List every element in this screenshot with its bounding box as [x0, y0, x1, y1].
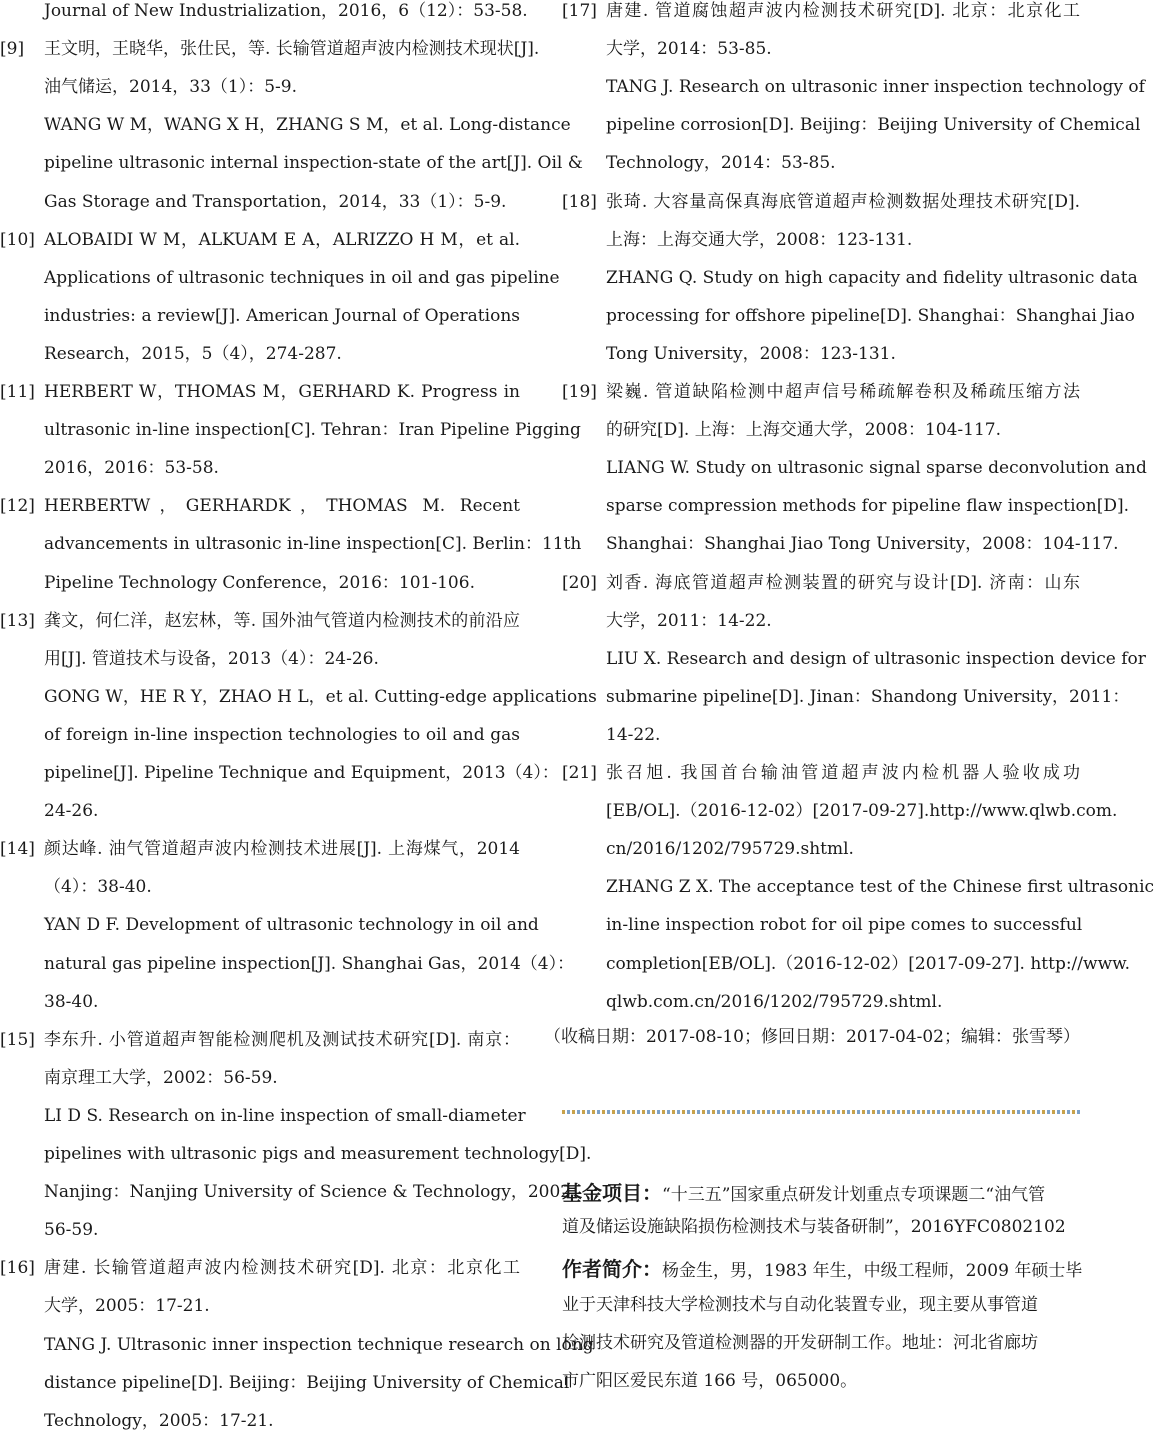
reference-line: 油气储运，2014，33（1）：5-9.: [44, 77, 297, 98]
reference-line: TANG J. Research on ultrasonic inner inspection technology of: [606, 77, 1145, 98]
author-line-3: [562, 1324, 1080, 1362]
reference-line: 王文明，王晓华，张仕民，等. 长输管道超声波内检测技术现状[J].: [44, 39, 540, 60]
reference-number: [16]: [0, 1258, 35, 1279]
reference-line: 的研究[D]. 上海：上海交通大学，2008：104-117.: [606, 420, 1002, 441]
reference-line: Pipeline Technology Conference，2016：101-106.: [44, 572, 475, 593]
reference-number: [20]: [562, 572, 597, 593]
reference-number: [10]: [0, 229, 35, 250]
reference-line: pipeline[J]. Pipeline Technique and Equipment，2013（4）：: [44, 763, 559, 783]
reference-line: 张琦. 大容量高保真海底管道超声检测数据处理技术研究[D].: [606, 191, 1080, 212]
reference-line: [EB/OL].（2016-12-02）[2017-09-27].http://www.qlwb.com.: [606, 801, 1118, 822]
reference-number: [18]: [562, 191, 597, 212]
reference-number: [15]: [0, 1029, 35, 1050]
reference-line: YAN D F. Development of ultrasonic technology in oil and: [44, 915, 539, 936]
reference-line: 大学，2014：53-85.: [606, 39, 772, 60]
reference-line: 上海：上海交通大学，2008：123-131.: [606, 229, 913, 250]
reference-line: ultrasonic in-line inspection[C]. Tehran：Iran Pipeline Pigging: [44, 420, 581, 441]
author-label: 作者简介：: [562, 1257, 662, 1281]
reference-line: 南京理工大学，2002：56-59.: [44, 1067, 278, 1088]
reference-line: GONG W，HE R Y，ZHAO H L，et al. Cutting-edge applications: [44, 686, 597, 707]
reference-line: Nanjing：Nanjing University of Science & Technology，2002：: [44, 1182, 589, 1203]
author-line-4: [562, 1362, 1080, 1400]
reference-line: submarine pipeline[D]. Jinan：Shandong University，2011：: [606, 686, 1130, 707]
reference-line: natural gas pipeline inspection[J]. Shanghai Gas，2014（4）：: [44, 953, 575, 974]
reference-line: Applications of ultrasonic techniques in oil and gas pipeline: [44, 267, 560, 288]
reference-line: 李东升. 小管道超声智能检测爬机及测试技术研究[D]. 南京：: [44, 1029, 520, 1050]
reference-number: [9]: [0, 39, 25, 60]
reference-line: 用[J]. 管道技术与设备，2013（4）：24-26.: [44, 648, 379, 669]
reference-line: 大学，2005：17-21.: [44, 1296, 210, 1317]
reference-line: 24-26.: [44, 801, 99, 822]
reference-line: 唐建. 管道腐蚀超声波内检测技术研究[D]. 北京：北京化工: [606, 1, 1080, 21]
author-line-2: [562, 1286, 1080, 1324]
reference-number: [17]: [562, 1, 597, 21]
reference-line: Technology，2005：17-21.: [44, 1410, 274, 1431]
reference-line: LIU X. Research and design of ultrasonic inspection device for: [606, 648, 1146, 669]
reference-line: （4）：38-40.: [44, 877, 152, 898]
reference-line: HERBERT W，THOMAS M，GERHARD K. Progress in: [44, 382, 520, 402]
reference-line: LI D S. Research on in-line inspection of small-diameter: [44, 1105, 526, 1126]
reference-line: Technology，2014：53-85.: [606, 153, 836, 174]
fund-text-2: 道及储运设施缺陷损伤检测技术与装备研制”，2016YFC0802102: [562, 1217, 1066, 1237]
reference-line: pipelines with ultrasonic pigs and measurement technology[D].: [44, 1144, 592, 1164]
reference-line: Gas Storage and Transportation，2014，33（1）：5-9.: [44, 191, 507, 212]
reference-line: industries: a review[J]. American Journal of Operations: [44, 305, 520, 326]
reference-line: 刘香. 海底管道超声检测装置的研究与设计[D]. 济南：山东: [606, 572, 1080, 593]
reference-line: pipeline corrosion[D]. Beijing：Beijing University of Chemical: [606, 115, 1141, 136]
reference-line: Shanghai：Shanghai Jiao Tong University，2008：104-117.: [606, 534, 1119, 555]
reference-line: Tong University，2008：123-131.: [606, 343, 896, 364]
reference-line: cn/2016/1202/795729.shtml.: [606, 839, 854, 860]
reference-line: HERBERTW，GERHARDK，THOMAS M. Recent: [44, 496, 520, 517]
reference-line: 唐建. 长输管道超声波内检测技术研究[D]. 北京：北京化工: [44, 1258, 520, 1279]
reference-line: processing for offshore pipeline[D]. Shanghai：Shanghai Jiao: [606, 305, 1135, 326]
reference-line: 大学，2011：14-22.: [606, 610, 772, 631]
author-text-1: 杨金生，男，1983 年生，中级工程师，2009 年硕士毕: [662, 1261, 1083, 1281]
section-divider: [562, 1110, 1080, 1114]
reference-line: pipeline ultrasonic internal inspection-state of the art[J]. Oil &: [44, 153, 583, 174]
reference-line: WANG W M，WANG X H，ZHANG S M，et al. Long-distance: [44, 115, 571, 136]
fund-label: 基金项目：: [562, 1181, 662, 1205]
reference-line: completion[EB/OL].（2016-12-02）[2017-09-27]. http://www.: [606, 953, 1131, 974]
received-date-note: （收稿日期：2017-08-10；修回日期：2017-04-02；编辑：张雪琴）: [543, 1027, 1080, 1047]
reference-line: ZHANG Z X. The acceptance test of the Chinese first ultrasonic: [606, 877, 1154, 898]
reference-line: 14-22.: [606, 724, 661, 745]
reference-line: 梁巍. 管道缺陷检测中超声信号稀疏解卷积及稀疏压缩方法: [606, 382, 1080, 402]
reference-number: [19]: [562, 382, 597, 402]
reference-line: 颜达峰. 油气管道超声波内检测技术进展[J]. 上海煤气，2014: [44, 839, 520, 860]
reference-line: ZHANG Q. Study on high capacity and fidelity ultrasonic data: [606, 267, 1138, 288]
reference-number: [21]: [562, 763, 597, 783]
reference-line: TANG J. Ultrasonic inner inspection technique research on long: [44, 1334, 594, 1355]
reference-line: ALOBAIDI W M，ALKUAM E A，ALRIZZO H M，et al.: [44, 229, 520, 250]
reference-number: [12]: [0, 496, 35, 517]
reference-line: 2016，2016：53-58.: [44, 458, 219, 479]
fund-line-2: [562, 1208, 1080, 1246]
reference-line: in-line inspection robot for oil pipe comes to successful: [606, 915, 1083, 936]
reference-line: qlwb.com.cn/2016/1202/795729.shtml.: [606, 991, 943, 1012]
author-line-1: [562, 1250, 1083, 1288]
reference-line: sparse compression methods for pipeline flaw inspection[D].: [606, 496, 1130, 517]
reference-line: of foreign in-line inspection technologies to oil and gas: [44, 724, 520, 745]
reference-number: [14]: [0, 839, 35, 860]
reference-line: 38-40.: [44, 991, 99, 1012]
reference-number: [13]: [0, 610, 35, 631]
reference-number: [11]: [0, 382, 35, 402]
fund-text-1: “十三五”国家重点研发计划重点专项课题二“油气管: [662, 1185, 1046, 1205]
reference-line: 张召旭. 我国首台输油管道超声波内检机器人验收成功: [606, 763, 1080, 783]
author-text-3: 检测技术研究及管道检测器的开发研制工作。地址：河北省廊坊: [562, 1333, 1038, 1353]
reference-line: distance pipeline[D]. Beijing：Beijing University of Chemical: [44, 1372, 570, 1393]
reference-line: 56-59.: [44, 1220, 99, 1241]
reference-line: LIANG W. Study on ultrasonic signal sparse deconvolution and: [606, 458, 1147, 479]
author-text-2: 业于天津科技大学检测技术与自动化装置专业，现主要从事管道: [562, 1295, 1038, 1315]
author-text-4: 市广阳区爱民东道 166 号，065000。: [562, 1371, 858, 1391]
reference-line: Research，2015，5（4），274-287.: [44, 343, 342, 364]
reference-line: Journal of New Industrialization，2016，6（12）：53-58.: [44, 1, 528, 21]
reference-line: advancements in ultrasonic in-line inspection[C]. Berlin：11th: [44, 534, 582, 555]
fund-line-1: [562, 1174, 1080, 1212]
reference-line: 龚文，何仁洋，赵宏林，等. 国外油气管道内检测技术的前沿应: [44, 610, 520, 631]
